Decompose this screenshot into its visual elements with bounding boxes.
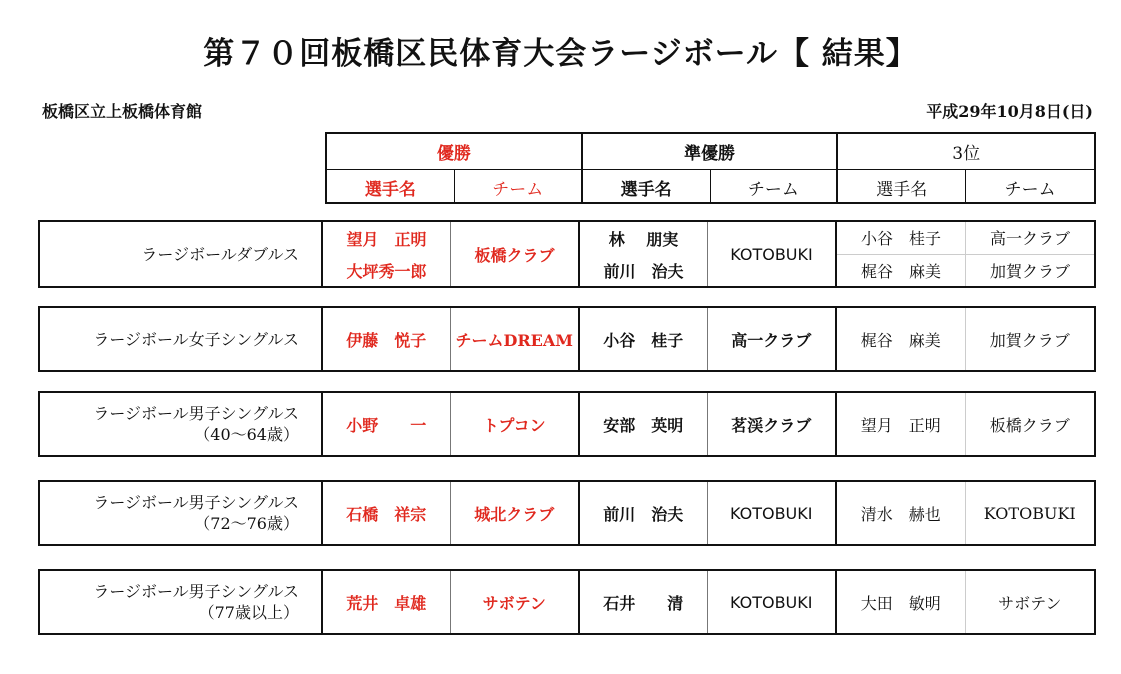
- header-winner-player: 選手名: [327, 170, 455, 204]
- venue-label: 板橋区立上板橋体育館: [42, 102, 203, 121]
- third-group: [837, 308, 1094, 370]
- winner-team: サボテン: [482, 593, 546, 613]
- winner-team: チームDREAM: [455, 330, 573, 350]
- winner-group: [323, 482, 580, 544]
- runner-up-group: [580, 222, 837, 286]
- runner-up-team: KOTOBUKI: [730, 592, 813, 612]
- event-name-line1: ラージボール男子シングルス: [93, 582, 299, 601]
- third-team: 板橋クラブ: [989, 415, 1070, 435]
- event-row-mens-singles-77-over: [38, 569, 1096, 635]
- runner-up-player: 小谷 桂子: [580, 308, 708, 370]
- event-name-line1: ラージボールダブルス: [141, 244, 299, 264]
- third-team: KOTOBUKI: [983, 503, 1076, 523]
- winner-player: 伊藤 悦子: [323, 308, 451, 370]
- header-runner-up-player: 選手名: [583, 170, 711, 204]
- winner-team: 板橋クラブ: [474, 245, 555, 265]
- header-winner: 優勝: [327, 134, 583, 169]
- event-name: [40, 571, 323, 633]
- winner-group: [323, 222, 580, 286]
- date-label: 平成29年10月8日(日): [926, 102, 1093, 121]
- event-name: [40, 393, 323, 455]
- results-header: [325, 132, 1096, 204]
- winner-player: 荒井 卓雄: [323, 571, 451, 633]
- third-team: 加賀クラブ: [989, 261, 1070, 281]
- event-name-line1: ラージボール男子シングルス: [93, 493, 299, 512]
- third-team: 加賀クラブ: [989, 330, 1070, 350]
- third-team: サボテン: [998, 593, 1062, 613]
- runner-up-team: KOTOBUKI: [730, 244, 813, 264]
- event-row-doubles: [38, 220, 1096, 288]
- third-group: [837, 393, 1094, 455]
- third-player: 望月 正明: [837, 393, 966, 455]
- runner-up-team: 高一クラブ: [731, 330, 812, 350]
- event-name-line1: ラージボール男子シングルス: [93, 404, 299, 423]
- winner-group: [323, 393, 580, 455]
- winner-team: トプコン: [482, 415, 546, 435]
- page-title: 第７０回板橋区民体育大会ラージボール【 結果】: [203, 36, 918, 72]
- runner-up-team: 茗渓クラブ: [731, 415, 812, 435]
- event-name: [40, 308, 323, 370]
- runner-up-player: 林 朋実: [608, 229, 679, 249]
- runner-up-player: 前川 治夫: [603, 261, 684, 281]
- third-group: [837, 482, 1094, 544]
- event-name: [40, 482, 323, 544]
- event-row-womens-singles: [38, 306, 1096, 372]
- third-team: 高一クラブ: [966, 222, 1094, 255]
- header-third: 3位: [952, 144, 981, 164]
- third-player: 梶谷 麻美: [837, 308, 966, 370]
- runner-up-team: KOTOBUKI: [730, 503, 813, 523]
- third-player: 清水 赫也: [837, 482, 966, 544]
- third-player: 梶谷 麻美: [860, 261, 941, 281]
- header-third-player: 選手名: [838, 170, 966, 204]
- header-runner-up-team: チーム: [711, 170, 839, 204]
- runner-up-group: [580, 482, 837, 544]
- runner-up-group: [580, 571, 837, 633]
- event-name-line2: （72～76歳）: [194, 514, 299, 533]
- header-winner-team: チーム: [455, 170, 583, 204]
- third-group: [837, 222, 1094, 286]
- winner-group: [323, 571, 580, 633]
- winner-group: [323, 308, 580, 370]
- event-row-mens-singles-72-76: [38, 480, 1096, 546]
- event-row-mens-singles-40-64: [38, 391, 1096, 457]
- event-name-line2: （40～64歳）: [194, 425, 299, 444]
- winner-player: 望月 正明: [346, 229, 427, 249]
- winner-player: 大坪秀一郎: [346, 261, 427, 281]
- third-player: 大田 敏明: [837, 571, 966, 633]
- runner-up-group: [580, 308, 837, 370]
- event-name: [40, 222, 323, 286]
- third-player: 小谷 桂子: [837, 222, 965, 255]
- third-group: [837, 571, 1094, 633]
- header-third-team: チーム: [1004, 179, 1056, 200]
- runner-up-player: 石井 清: [580, 571, 708, 633]
- event-name-line2: （77歳以上）: [198, 603, 299, 622]
- event-name-line1: ラージボール女子シングルス: [93, 329, 299, 349]
- runner-up-group: [580, 393, 837, 455]
- winner-team: 城北クラブ: [474, 504, 555, 524]
- winner-player: 石橋 祥宗: [323, 482, 451, 544]
- winner-player: 小野 一: [323, 393, 451, 455]
- runner-up-player: 前川 治夫: [580, 482, 708, 544]
- header-runner-up: 準優勝: [583, 134, 839, 169]
- runner-up-player: 安部 英明: [580, 393, 708, 455]
